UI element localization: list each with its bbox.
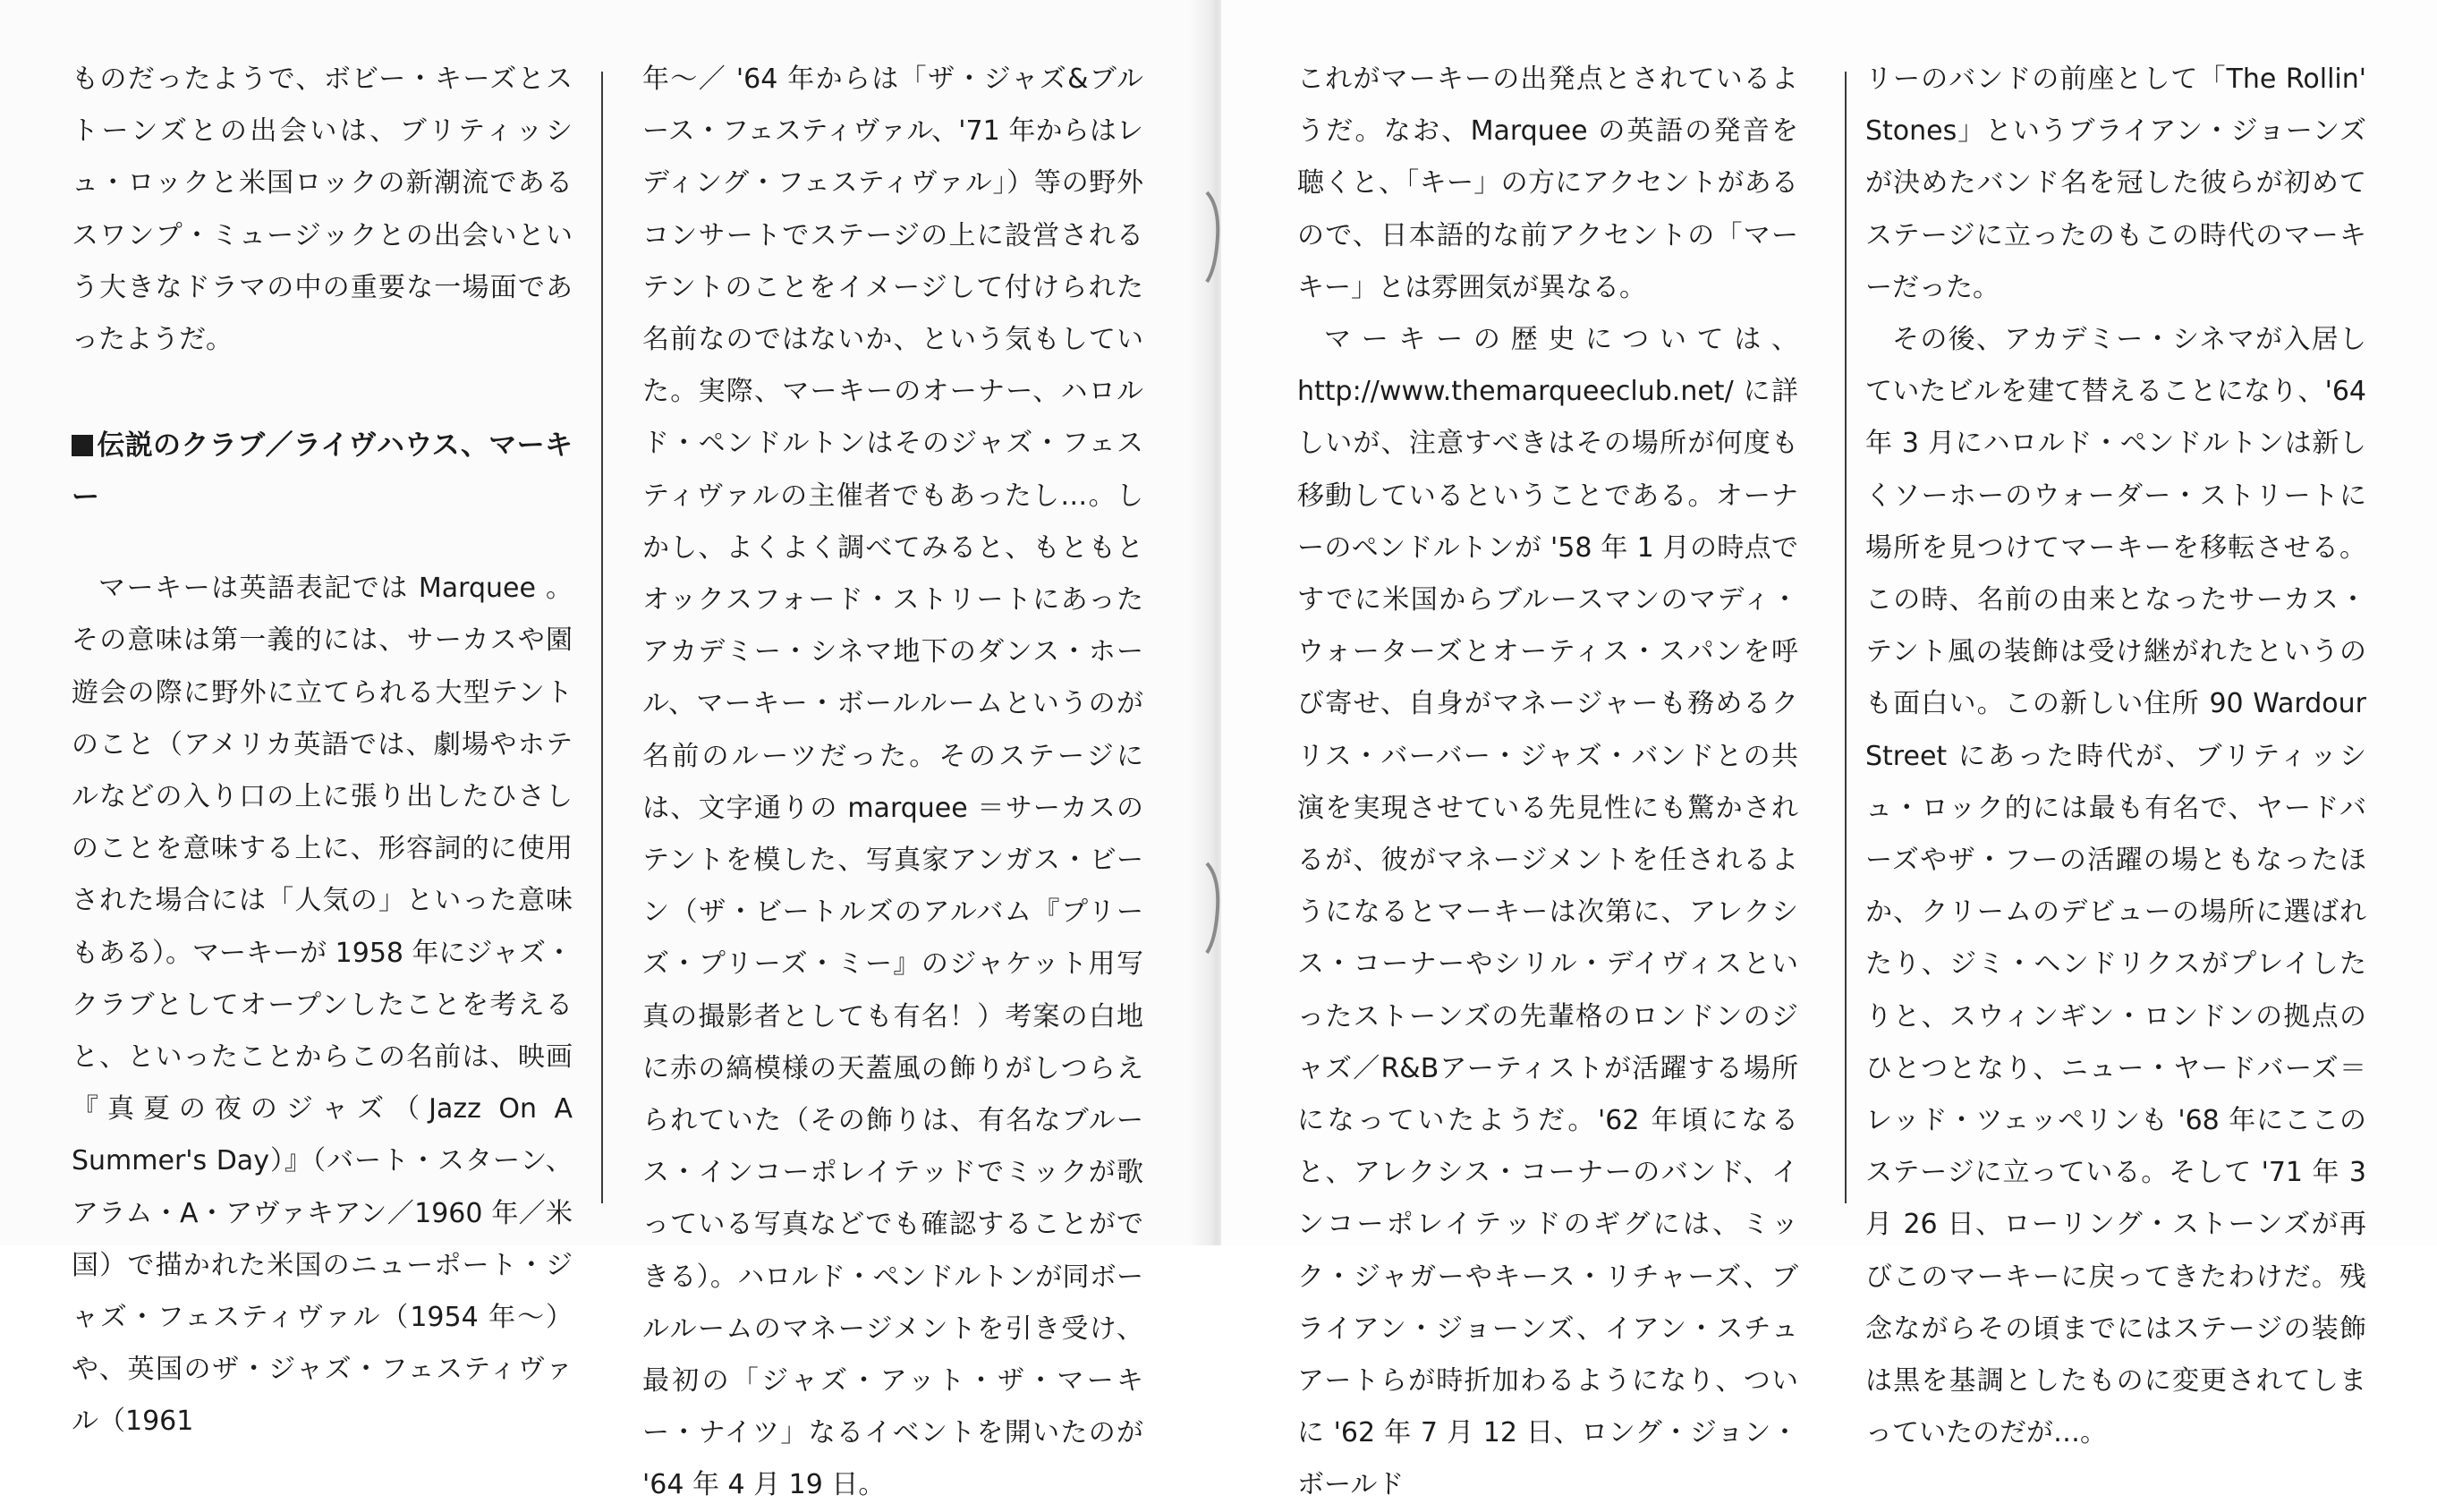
paragraph: マーキーの歴史については、http://www.themarqueeclub.net/ に詳しいが、注意すべきはその場所が何度も移動しているということである。オーナーのペンドルトンが '58 年 1 月の時点ですでに米国からブルースマンのマディ・ウォーターズとオーティス・スパンを呼び寄せ、自身がマネージャーも務めるクリス・バーバー・ジャズ・バンドとの共演を実現させている先見性にも驚かされるが、彼がマネージメントを任されるようになるとマーキーは次第に、アレクシス・コーナーやシリル・デイヴィスといったストーンズの先輩格のロンドンのジャズ／R&Bアーティストが活躍する場所になっていたようだ。'62 年頃になると、アレクシス・コーナーのバンド、インコーポレイテッドのギグには、ミック・ジャガーやキース・リチャーズ、ブライアン・ジョーンズ、イアン・スチュアートらが時折加わるようになり、ついに '62 年 7 月 12 日、ロング・ジョン・ボールド xyxy=(1297,324,1798,1501)
column-2 xyxy=(642,54,1143,1512)
column-4 xyxy=(1865,54,2366,1459)
paragraph: マーキーは英語表記では Marquee 。その意味は第一義的には、サーカスや園遊会の際に野外に立てられる大型テントのこと（アメリカ英語では、劇場やホテルなどの入り口の上に張り出したひさしのことを意味する上に、形容詞的に使用された場合には「人気の」といった意味もある）。マーキーが 1958 年にジャズ・クラブとしてオープンしたことを考えると、といったことからこの名前は、映画『真夏の夜のジャズ（Jazz On A Summer's Day）』（バート・スターン、アラム・A・アヴァキアン／1960 年／米国）で描かれた米国のニューポート・ジャズ・フェスティヴァル（1954 年〜）や、英国のザ・ジャズ・フェスティヴァル（1961 xyxy=(72,573,573,1438)
staple-icon xyxy=(1203,859,1223,957)
staple-icon xyxy=(1203,188,1223,286)
paragraph: その後、アカデミー・シネマが入居していたビルを建て替えることになり、'64 年 3 月にハロルド・ペンドルトンは新しくソーホーのウォーダー・ストリートに場所を見つけてマーキーを移転させる。この時、名前の由来となったサーカス・テント風の装飾は受け継がれたというのも面白い。この新しい住所 90 Wardour Street にあった時代が、ブリティッシュ・ロック的には最も有名で、ヤードバーズやザ・フーの活躍の場ともなったほか、クリームのデビューの場所に選ばれたり、ジミ・ヘンドリクスがプレイしたりと、スウィンギン・ロンドンの拠点のひとつとなり、ニュー・ヤードバーズ＝レッド・ツェッペリンも '68 年にここのステージに立っている。そして '71 年 3 月 26 日、ローリング・ストーンズが再びこのマーキーに戻ってきたわけだ。残念ながらその頃までにはステージの装飾は黒を基調としたものに変更されてしまっていたのだが…。 xyxy=(1865,324,2366,1449)
section-heading-text: 伝説のクラブ／ライヴハウス、マーキー xyxy=(72,429,573,514)
paragraph: 年〜／ '64 年からは「ザ・ジャズ&ブルース・フェスティヴァル、'71 年からはレディング・フェスティヴァル」）等の野外コンサートでステージの上に設営されるテントのことをイメージして付けられた名前なのではないか、という気もしていた。実際、マーキーのオーナー、ハロルド・ペンドルトンはそのジャズ・フェスティヴァルの主催者でもあったし…。しかし、よくよく調べてみると、もともとオックスフォード・ストリートにあったアカデミー・シネマ地下のダンス・ホール、マーキー・ボールルームというのが名前のルーツだった。そのステージには、文字通りの marquee ＝サーカスのテントを模した、写真家アンガス・ビーン（ザ・ビートルズのアルバム『プリーズ・プリーズ・ミー』のジャケット用写真の撮影者としても有名！）考案の白地に赤の縞模様の天蓋風の飾りがしつらえられていた（その飾りは、有名なブルース・インコーポレイテッドでミックが歌っている写真などでも確認することができる）。ハロルド・ペンドルトンが同ボールルームのマネージメントを引き受け、最初の「ジャズ・アット・ザ・マーキー・ナイツ」なるイベントを開いたのが '64 年 4 月 19 日。 xyxy=(642,64,1143,1501)
right-page xyxy=(1221,0,2437,1501)
column-1 xyxy=(72,54,573,1448)
section-heading xyxy=(72,420,573,523)
paragraph: ものだったようで、ボビー・キーズとストーンズとの出会いは、ブリティッシュ・ロックと米国ロックの新潮流であるスワンプ・ミュージックとの出会いという大きなドラマの中の重要な一場面であったようだ。 xyxy=(72,64,573,356)
column-divider xyxy=(601,72,603,1203)
paragraph: リーのバンドの前座として「The Rollin' Stones」というブライアン・ジョーンズが決めたバンド名を冠した彼らが初めてステージに立ったのもこの時代のマーキーだった。 xyxy=(1865,64,2366,303)
column-3 xyxy=(1297,54,1798,1512)
left-page xyxy=(0,0,1208,1501)
square-bullet-icon xyxy=(72,435,93,456)
paragraph: これがマーキーの出発点とされているようだ。なお、Marquee の英語の発音を聴くと、「キー」の方にアクセントがあるので、日本語的な前アクセントの「マーキー」とは雰囲気が異なる。 xyxy=(1297,64,1798,303)
column-divider xyxy=(1845,72,1847,1203)
